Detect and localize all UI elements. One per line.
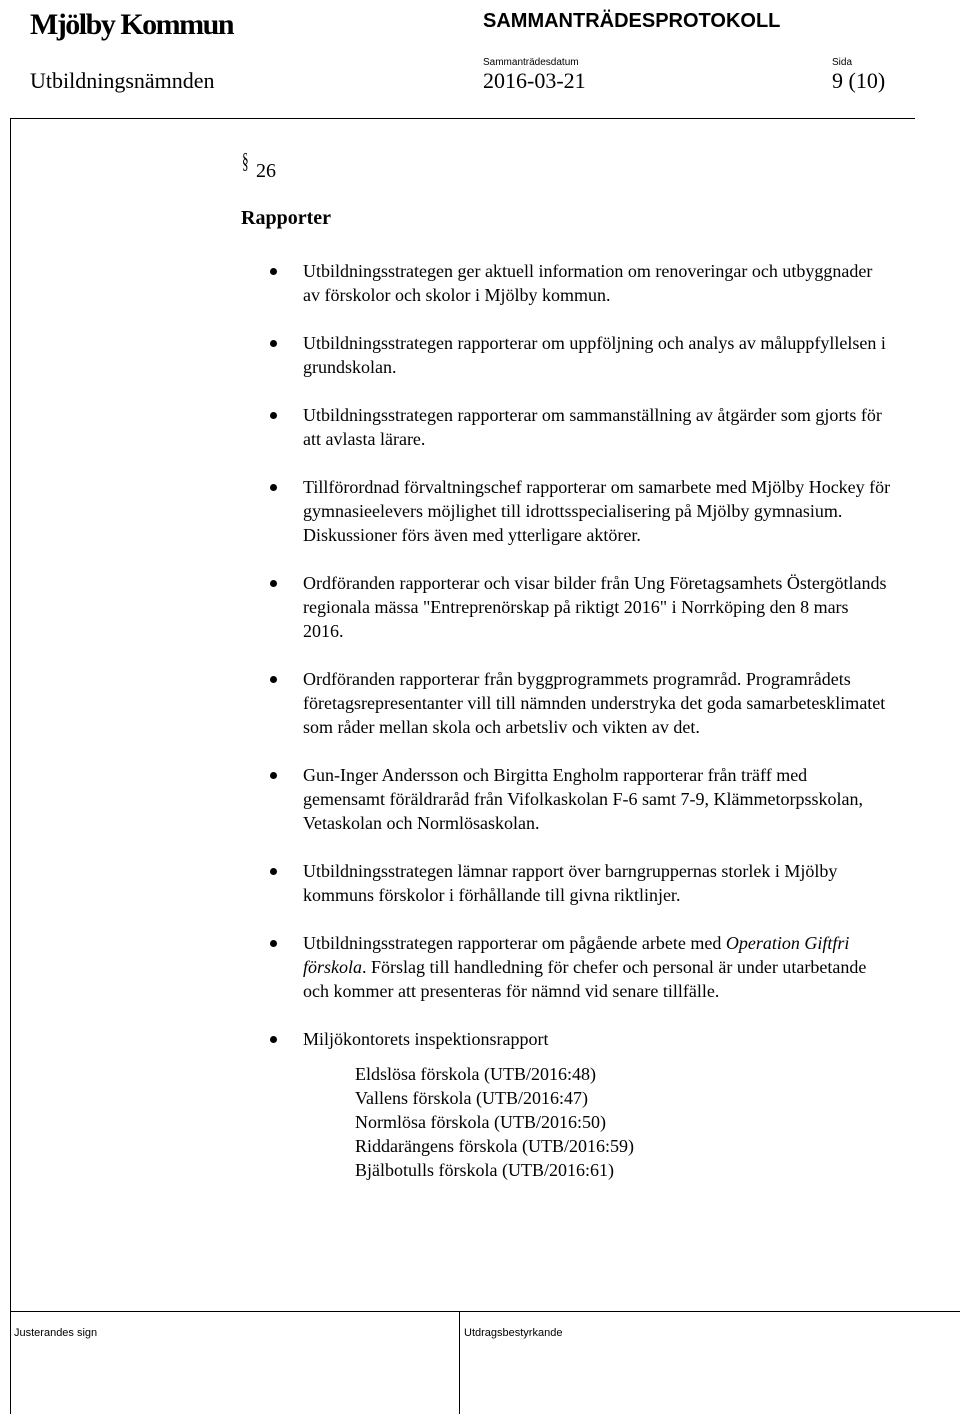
list-item-text: Miljökontorets inspektionsrapport xyxy=(303,1029,549,1049)
list-item xyxy=(303,571,893,643)
meeting-date-label: Sammanträdesdatum xyxy=(483,57,579,68)
committee-name: Utbildningsnämnden xyxy=(30,68,215,93)
list-item-text: Utbildningsstrategen lämnar rapport över barngruppernas storlek i Mjölby kommuns förskolor i förhållande till givna riktlinjer. xyxy=(303,861,838,905)
list-item xyxy=(303,763,893,835)
list-item-text: Ordföranden rapporterar och visar bilder från Ung Företagsamhets Östergötlands regionala mässa "Entreprenörskap på riktigt 2016" i Norrköping den 8 mars 2016. xyxy=(303,573,887,641)
list-item-text: Utbildningsstrategen rapporterar om sammanställning av åtgärder som gjorts för att avlasta lärare. xyxy=(303,405,882,449)
footer-divider xyxy=(10,1311,960,1312)
bullet-icon xyxy=(270,772,277,779)
bullet-icon xyxy=(270,484,277,491)
sub-list-item: Normlösa förskola (UTB/2016:50) xyxy=(355,1112,606,1132)
paragraph-sign: § xyxy=(242,148,249,173)
bullet-icon xyxy=(270,868,277,875)
list-item xyxy=(303,331,893,379)
list-item-text: Utbildningsstrategen rapporterar om uppföljning och analys av måluppfyllelsen i grundskolan. xyxy=(303,333,886,377)
sub-list-item: Bjälbotulls förskola (UTB/2016:61) xyxy=(355,1160,614,1180)
list-item xyxy=(303,259,893,307)
meeting-date: 2016-03-21 xyxy=(483,68,586,93)
header-divider xyxy=(10,118,915,119)
list-item xyxy=(303,667,893,739)
bullet-icon xyxy=(270,268,277,275)
list-item-text-after: . Förslag till handledning för chefer och personal är under utarbetande och kommer att presenteras för nämnd vid senare tillfälle. xyxy=(303,957,867,1001)
list-item-text: Tillförordnad förvaltningschef rapporterar om samarbete med Mjölby Hockey för gymnasieelevers möjlighet till idrottsspecialisering på Mjölby gymnasium. Diskussioner förs även med ytterligare aktörer. xyxy=(303,477,891,545)
list-item-text: Ordföranden rapporterar från byggprogrammets programråd. Programrådets företagsrepresentanter vill till nämnden understryka det goda samarbetesklimatet som råder mellan skola och arbetsliv och vikten av det. xyxy=(303,669,886,737)
paragraph-number: 26 xyxy=(256,160,276,182)
list-item xyxy=(303,403,893,451)
page-label: Sida xyxy=(832,57,853,68)
list-item xyxy=(303,1027,893,1182)
list-item-text: Utbildningsstrategen ger aktuell information om renoveringar och utbyggnader av förskolor och skolor i Mjölby kommun. xyxy=(303,261,873,305)
section-title: Rapporter xyxy=(241,207,331,229)
signature-field-label: Justerandes sign xyxy=(14,1327,98,1339)
bullet-icon xyxy=(270,580,277,587)
page-number: 9 (10) xyxy=(832,68,886,93)
inspection-report-list xyxy=(303,1062,893,1182)
sub-list-item: Eldslösa förskola (UTB/2016:48) xyxy=(355,1064,596,1084)
sub-list-item: Vallens förskola (UTB/2016:47) xyxy=(355,1088,588,1108)
footer-column-divider xyxy=(459,1311,460,1414)
list-item xyxy=(303,475,893,547)
bullet-icon xyxy=(270,412,277,419)
list-item-text-italic: Operation Giftfri förskola xyxy=(303,933,850,977)
bullet-icon xyxy=(270,940,277,947)
left-margin-line xyxy=(10,118,11,1414)
list-item-text-before: Utbildningsstrategen rapporterar om pågående arbete med xyxy=(303,933,726,953)
document-type: SAMMANTRÄDESPROTOKOLL xyxy=(483,10,781,32)
bullet-icon xyxy=(270,676,277,683)
certification-field-label: Utdragsbestyrkande xyxy=(464,1327,563,1339)
bullet-icon xyxy=(270,1036,277,1043)
sub-list-item: Riddarängens förskola (UTB/2016:59) xyxy=(355,1136,634,1156)
list-item xyxy=(303,931,893,1003)
report-list xyxy=(303,259,893,1194)
list-item xyxy=(303,859,893,907)
bullet-icon xyxy=(270,340,277,347)
list-item-text: Gun-Inger Andersson och Birgitta Engholm rapporterar från träff med gemensamt föräldraråd från Vifolkaskolan F-6 samt 7-9, Klämmetorpsskolan, Vetaskolan och Normlösaskolan. xyxy=(303,765,863,833)
municipality-name: Mjölby Kommun xyxy=(30,8,234,41)
